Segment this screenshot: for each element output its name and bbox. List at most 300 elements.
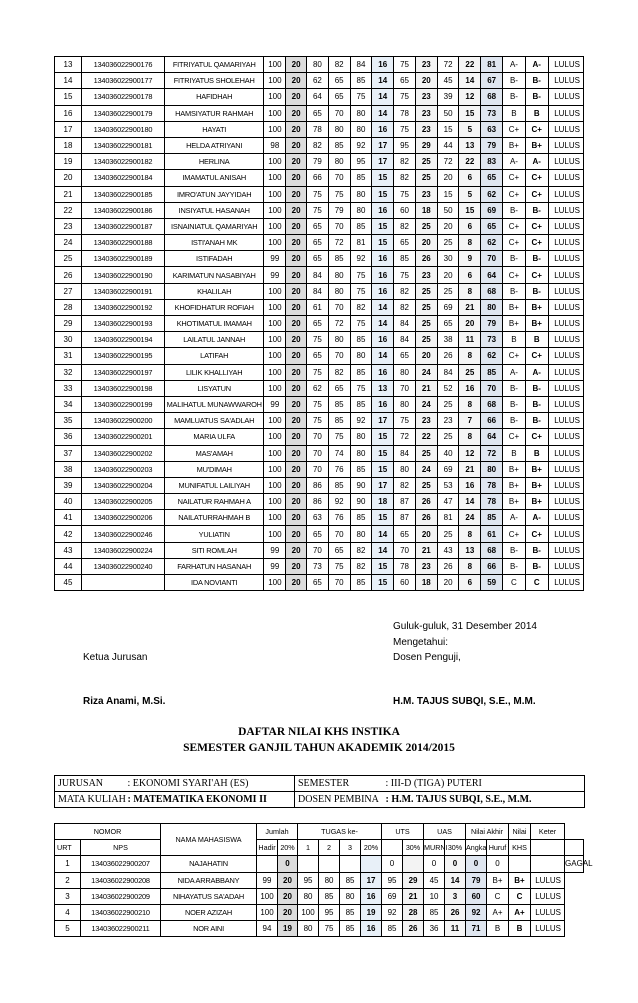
grade-cell: 134036022900180 — [81, 121, 164, 137]
grade-cell: B+ — [509, 872, 531, 888]
table-row — [55, 904, 584, 920]
grade-cell: 16 — [372, 332, 394, 348]
grade-cell: 100 — [264, 429, 286, 445]
grade-cell: 85 — [481, 364, 503, 380]
grade-cell: LULUS — [548, 510, 583, 526]
grade-cell: 82 — [328, 364, 350, 380]
grade-cell: B- — [503, 73, 526, 89]
grade-cell: 8 — [459, 348, 481, 364]
grade-cell: 24 — [415, 461, 437, 477]
grade-cell: 20 — [286, 461, 307, 477]
grade-cell: LULUS — [548, 154, 583, 170]
grade-cell: 75 — [394, 121, 416, 137]
grade-cell: KHALILAH — [164, 283, 264, 299]
grade-cell: 17 — [372, 477, 394, 493]
grade-cell: 134036022900202 — [81, 445, 164, 461]
grade-cell: 84 — [394, 445, 416, 461]
grade-cell: 20 — [286, 283, 307, 299]
table-row — [55, 251, 584, 267]
grade-cell: 100 — [264, 73, 286, 89]
grade-cell: LULUS — [548, 105, 583, 121]
grade-cell: 80 — [350, 429, 372, 445]
table-row — [55, 332, 584, 348]
grade-cell: 14 — [372, 73, 394, 89]
grade-cell: 10 — [424, 888, 445, 904]
grade-cell: 73 — [307, 558, 329, 574]
grade-cell: 16 — [372, 57, 394, 73]
grade-cell: 98 — [264, 137, 286, 153]
grade-cell: A- — [503, 57, 526, 73]
grade-cell: 4 — [55, 904, 81, 920]
grade-cell: C+ — [503, 348, 526, 364]
grade-cell: B+ — [503, 299, 526, 315]
grade-cell: B- — [503, 283, 526, 299]
grade-cell: 19 — [278, 921, 298, 937]
left-role: Ketua Jurusan — [83, 652, 148, 663]
grade-cell: IMRO'ATUN JAYYIDAH — [164, 186, 264, 202]
semester-label: SEMESTER — [295, 776, 383, 792]
grade-cell: 64 — [481, 267, 503, 283]
grade-cell: 66 — [481, 558, 503, 574]
grade-cell: 20 — [286, 542, 307, 558]
grade-cell: C — [509, 888, 531, 904]
grade-cell: 82 — [394, 283, 416, 299]
grade-cell: 40 — [437, 445, 459, 461]
grade-cell: 3 — [445, 888, 466, 904]
grade-cell: 69 — [382, 888, 403, 904]
grade-cell: C+ — [503, 170, 526, 186]
grade-cell: C — [503, 575, 526, 591]
grade-cell: B+ — [525, 477, 548, 493]
grade-cell: 80 — [298, 921, 319, 937]
grade-cell: 75 — [328, 558, 350, 574]
grade-cell: 94 — [257, 921, 278, 937]
grade-cell: 39 — [55, 477, 82, 493]
table-row — [55, 429, 584, 445]
grade-cell — [403, 856, 424, 872]
grade-cell: 17 — [372, 413, 394, 429]
grade-cell: 134036022900181 — [81, 137, 164, 153]
grade-cell: MU'DIMAH — [164, 461, 264, 477]
grade-cell: 29 — [55, 316, 82, 332]
header-hadir: Hadir — [257, 840, 278, 856]
grade-cell: 82 — [394, 299, 416, 315]
grade-cell: 20 — [286, 364, 307, 380]
grade-cell: 26 — [55, 267, 82, 283]
grade-cell: 100 — [264, 477, 286, 493]
grade-cell: 80 — [328, 332, 350, 348]
table-row — [55, 283, 584, 299]
grade-cell: A- — [525, 510, 548, 526]
grade-cell: 75 — [394, 413, 416, 429]
grade-cell: 0 — [466, 856, 487, 872]
grade-cell: 75 — [307, 332, 329, 348]
grade-cell: 65 — [328, 380, 350, 396]
grade-cell: LULUS — [548, 396, 583, 412]
grade-cell: MALIHATUL MUNAWWAROH — [164, 396, 264, 412]
grade-cell: 134036022900197 — [81, 364, 164, 380]
grade-cell: 85 — [350, 332, 372, 348]
grade-cell: B- — [503, 542, 526, 558]
grade-cell: 90 — [350, 477, 372, 493]
grade-cell: 134036022900201 — [81, 429, 164, 445]
grade-cell: 28 — [55, 299, 82, 315]
grade-cell: 29 — [403, 872, 424, 888]
grade-cell: LULUS — [531, 888, 565, 904]
grade-cell: 92 — [350, 137, 372, 153]
grade-cell: LULUS — [548, 575, 583, 591]
grade-cell: 66 — [481, 413, 503, 429]
header-nama: NAMA MAHASISWA — [161, 824, 257, 856]
grade-cell: 95 — [319, 904, 340, 920]
grade-cell: MAMLUATUS SA'ADLAH — [164, 413, 264, 429]
grade-cell: 63 — [307, 510, 329, 526]
grade-cell: YULIATIN — [164, 526, 264, 542]
grade-cell: 25 — [415, 445, 437, 461]
grade-cell: 20 — [437, 218, 459, 234]
grade-cell: 100 — [264, 364, 286, 380]
grade-cell: 0 — [424, 856, 445, 872]
grade-cell: 20 — [415, 348, 437, 364]
grade-cell: LULUS — [548, 202, 583, 218]
grade-cell: ISNAINIATUL QAMARIYAH — [164, 218, 264, 234]
grade-cell — [361, 856, 382, 872]
grade-cell: 15 — [372, 186, 394, 202]
grade-cell: 37 — [55, 445, 82, 461]
grade-cell: 80 — [307, 57, 329, 73]
grade-cell: 20 — [286, 526, 307, 542]
grade-cell: 85 — [340, 904, 361, 920]
grade-cell: 6 — [459, 170, 481, 186]
grade-cell: KHOFIDHATUR ROFIAH — [164, 299, 264, 315]
table-row — [55, 856, 584, 872]
grade-cell: 65 — [307, 218, 329, 234]
grade-cell: 5 — [459, 121, 481, 137]
grade-cell: LATIFAH — [164, 348, 264, 364]
table-row — [55, 380, 584, 396]
grade-cell: 45 — [437, 73, 459, 89]
grade-cell: A- — [525, 154, 548, 170]
grade-cell: B- — [525, 413, 548, 429]
grade-cell: 92 — [466, 904, 487, 920]
grade-cell: 16 — [372, 267, 394, 283]
grade-cell: 36 — [55, 429, 82, 445]
grade-cell: 134036022900185 — [81, 186, 164, 202]
grade-cell: 16 — [372, 121, 394, 137]
grade-cell: B+ — [487, 872, 509, 888]
table-row — [55, 461, 584, 477]
grade-cell: 22 — [459, 154, 481, 170]
grade-cell: LAILATUL JANNAH — [164, 332, 264, 348]
table-row — [55, 202, 584, 218]
grade-cell: C+ — [503, 267, 526, 283]
grade-cell: HAMSIYATUR RAHMAH — [164, 105, 264, 121]
grade-cell: 20 — [286, 154, 307, 170]
grade-cell: ISTIFADAH — [164, 251, 264, 267]
grade-cell: NAILATURRAHMAH B — [164, 510, 264, 526]
grade-cell: FITRIYATUS SHOLEHAH — [164, 73, 264, 89]
grade-cell: 85 — [319, 888, 340, 904]
grade-cell: B — [525, 105, 548, 121]
grade-cell: 69 — [437, 461, 459, 477]
grade-cell: 134036022900188 — [81, 235, 164, 251]
grade-cell: 36 — [424, 921, 445, 937]
grade-cell: LULUS — [548, 348, 583, 364]
grade-cell: 19 — [361, 904, 382, 920]
table-row — [55, 186, 584, 202]
grade-cell: 26 — [415, 510, 437, 526]
grade-cell: 86 — [307, 477, 329, 493]
grade-cell: 85 — [350, 396, 372, 412]
grade-cell: 20 — [286, 121, 307, 137]
table-row — [55, 267, 584, 283]
grade-cell: 21 — [415, 542, 437, 558]
grade-cell: 20 — [278, 872, 298, 888]
grade-cell: 80 — [298, 888, 319, 904]
grade-cell: LULUS — [548, 380, 583, 396]
grade-cell: 134036022900240 — [81, 558, 164, 574]
grade-cell: B- — [525, 558, 548, 574]
grade-cell: 13 — [459, 137, 481, 153]
grade-cell: A- — [503, 364, 526, 380]
grade-cell: 18 — [415, 575, 437, 591]
grade-cell: 70 — [328, 170, 350, 186]
grade-cell: 134036022900192 — [81, 299, 164, 315]
grade-cell: 20 — [415, 526, 437, 542]
document-subtitle: SEMESTER GANJIL TAHUN AKADEMIK 2014/2015 — [183, 742, 455, 754]
grade-cell: 65 — [307, 105, 329, 121]
header-urt: URT — [55, 840, 81, 856]
grade-cell: LULUS — [548, 57, 583, 73]
grade-cell: 32 — [55, 364, 82, 380]
grade-cell: B+ — [503, 137, 526, 153]
grade-cell: 100 — [264, 170, 286, 186]
grade-cell: C+ — [525, 267, 548, 283]
grade-cell: 20 — [286, 186, 307, 202]
grade-cell: 100 — [264, 202, 286, 218]
grade-cell: 70 — [394, 542, 416, 558]
dosen-label: DOSEN PEMBINA — [295, 792, 383, 808]
grade-cell: HAFIDHAH — [164, 89, 264, 105]
grade-cell: 80 — [350, 121, 372, 137]
grade-cell: 70 — [328, 526, 350, 542]
grade-cell: LULUS — [531, 921, 565, 937]
grade-cell: 78 — [394, 105, 416, 121]
grade-cell: 75 — [328, 429, 350, 445]
grade-cell: 65 — [328, 89, 350, 105]
grade-cell: 75 — [350, 316, 372, 332]
grade-cell: 92 — [350, 413, 372, 429]
grade-cell: MARIA ULFA — [164, 429, 264, 445]
grade-cell: 72 — [394, 429, 416, 445]
grade-cell: 75 — [307, 364, 329, 380]
matkul-label: MATA KULIAH — [55, 792, 125, 808]
grade-cell: 25 — [459, 364, 481, 380]
grade-cell: 62 — [307, 380, 329, 396]
grade-cell: 134036022900189 — [81, 251, 164, 267]
grade-cell: 100 — [264, 494, 286, 510]
grade-cell: A- — [503, 510, 526, 526]
right-role: Dosen Penguji, — [393, 652, 461, 663]
grade-cell: 65 — [394, 348, 416, 364]
grade-cell: 23 — [415, 558, 437, 574]
grade-cell: 20 — [415, 73, 437, 89]
grade-cell: 23 — [415, 57, 437, 73]
grade-cell: 85 — [340, 921, 361, 937]
grade-cell: 15 — [372, 575, 394, 591]
grade-cell: LULUS — [548, 73, 583, 89]
table-row — [55, 105, 584, 121]
grade-cell: B — [525, 445, 548, 461]
grade-cell: 20 — [437, 170, 459, 186]
grade-cell: 25 — [437, 283, 459, 299]
left-signatory: Riza Anami, M.Si. — [83, 696, 166, 707]
grade-cell: LULUS — [548, 137, 583, 153]
grade-cell: 134036022900191 — [81, 283, 164, 299]
grade-cell: 100 — [264, 121, 286, 137]
table-row — [55, 57, 584, 73]
grade-cell: 134036022900184 — [81, 170, 164, 186]
header-nomor: NOMOR — [55, 824, 161, 840]
grade-cell: FITRIYATUL QAMARIYAH — [164, 57, 264, 73]
grade-cell: 76 — [328, 461, 350, 477]
grade-cell: C+ — [503, 235, 526, 251]
grade-cell: 75 — [394, 89, 416, 105]
grade-cell: B — [503, 445, 526, 461]
grade-cell: 20 — [286, 380, 307, 396]
grade-cell: 85 — [328, 251, 350, 267]
grade-cell: 22 — [415, 429, 437, 445]
grade-cell: 134036022900186 — [81, 202, 164, 218]
grade-cell: 14 — [372, 316, 394, 332]
grade-cell: 85 — [350, 218, 372, 234]
grade-cell: LULUS — [531, 904, 565, 920]
grade-cell: 25 — [415, 218, 437, 234]
grade-cell: 14 — [445, 872, 466, 888]
grade-cell: 82 — [350, 299, 372, 315]
grade-cell: 68 — [481, 89, 503, 105]
grade-cell: 21 — [55, 186, 82, 202]
header-p20a: 20% — [278, 840, 298, 856]
grade-cell: 2 — [55, 872, 81, 888]
grade-cell: 15 — [372, 429, 394, 445]
header-jumlah: Jumlah — [257, 824, 298, 840]
grade-cell: 23 — [415, 267, 437, 283]
grade-cell: 92 — [350, 251, 372, 267]
grade-cell: 15 — [437, 121, 459, 137]
grade-cell: 14 — [372, 105, 394, 121]
grade-cell: 75 — [328, 186, 350, 202]
grade-cell: 22 — [459, 57, 481, 73]
grade-cell: 34 — [55, 396, 82, 412]
grade-cell: INSIYATUL HASANAH — [164, 202, 264, 218]
grade-cell: 85 — [350, 73, 372, 89]
grade-cell: 20 — [286, 89, 307, 105]
grade-cell: 20 — [437, 575, 459, 591]
grade-cell: 23 — [415, 89, 437, 105]
course-info-table — [54, 775, 585, 808]
grade-cell: LULUS — [548, 526, 583, 542]
grade-cell: 3 — [55, 888, 81, 904]
grade-cell: NIHAYATUS SA'ADAH — [161, 888, 257, 904]
grade-cell: 82 — [350, 558, 372, 574]
grade-cell: B- — [525, 396, 548, 412]
grade-cell: 20 — [286, 218, 307, 234]
grade-cell: 64 — [307, 89, 329, 105]
grade-cell — [319, 856, 340, 872]
grade-cell: 33 — [55, 380, 82, 396]
grade-cell: 134036022900195 — [81, 348, 164, 364]
grade-cell: 134036022900182 — [81, 154, 164, 170]
grade-cell: 25 — [415, 170, 437, 186]
jurusan-value: : EKONOMI SYARI'AH (ES) — [125, 776, 295, 792]
grade-cell: 15 — [459, 202, 481, 218]
grade-cell: 134036022900199 — [81, 396, 164, 412]
grade-cell: 100 — [264, 218, 286, 234]
grade-cell: C+ — [503, 218, 526, 234]
grade-cell: 134036022900198 — [81, 380, 164, 396]
grade-cell: 45 — [55, 575, 82, 591]
grade-cell: 134036022900176 — [81, 57, 164, 73]
grade-cell: B+ — [503, 494, 526, 510]
grade-cell: B — [503, 105, 526, 121]
grade-cell: 70 — [328, 105, 350, 121]
grade-cell: 20 — [459, 316, 481, 332]
table-row — [55, 413, 584, 429]
grade-cell: B+ — [525, 494, 548, 510]
grade-cell: 17 — [372, 154, 394, 170]
grade-cell: 16 — [372, 202, 394, 218]
grade-cell: 11 — [445, 921, 466, 937]
grade-cell: 45 — [424, 872, 445, 888]
grade-cell: 82 — [394, 218, 416, 234]
dosen-value: : H.M. TAJUS SUBQI, S.E., M.M. — [383, 792, 585, 808]
grade-cell: 65 — [307, 235, 329, 251]
grade-cell: A+ — [509, 904, 531, 920]
grade-cell: 23 — [415, 413, 437, 429]
grade-cell: 18 — [372, 494, 394, 510]
grade-cell: 80 — [340, 888, 361, 904]
grade-cell: LULUS — [548, 89, 583, 105]
grade-cell: B — [503, 332, 526, 348]
grade-cell: NIDA ARRABBANY — [161, 872, 257, 888]
grade-cell: 85 — [350, 510, 372, 526]
table-row — [55, 494, 584, 510]
grade-cell: 20 — [286, 494, 307, 510]
grade-cell: 100 — [264, 105, 286, 121]
grade-cell: 20 — [286, 445, 307, 461]
grade-cell: 82 — [394, 477, 416, 493]
table-row — [55, 73, 584, 89]
grade-cell: 76 — [328, 510, 350, 526]
grade-cell: 134036022900208 — [81, 872, 161, 888]
grade-cell: 43 — [55, 542, 82, 558]
grade-cell: 70 — [328, 218, 350, 234]
grade-cell: 67 — [481, 73, 503, 89]
grade-cell: 99 — [264, 558, 286, 574]
grade-cell: 61 — [481, 526, 503, 542]
table-row — [55, 121, 584, 137]
table-row — [55, 299, 584, 315]
grade-cell: 100 — [264, 283, 286, 299]
header-huruf: Huruf — [487, 840, 509, 856]
grade-cell: 85 — [328, 413, 350, 429]
grade-cell: B- — [525, 89, 548, 105]
grade-cell: 14 — [372, 348, 394, 364]
table-row — [55, 575, 584, 591]
grade-cell: 100 — [264, 526, 286, 542]
grade-cell: 60 — [394, 575, 416, 591]
